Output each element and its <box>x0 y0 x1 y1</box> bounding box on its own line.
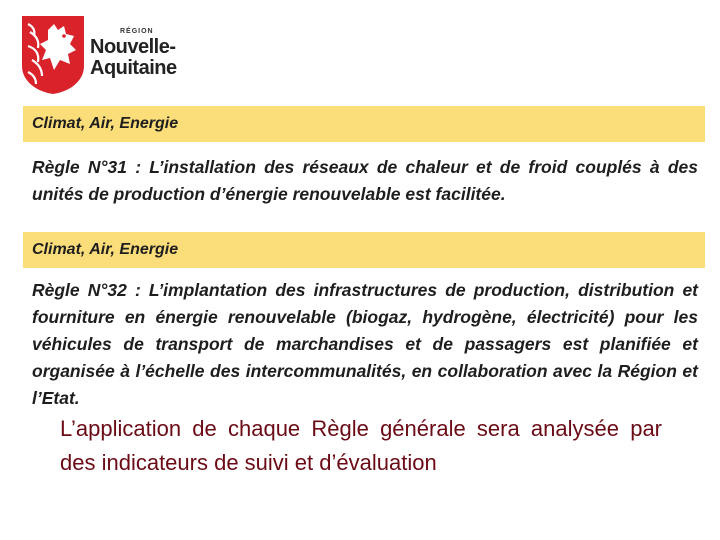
rule-31-text: Règle N°31 : L’installation des réseaux de chaleur et de froid couplés à des unités de production d’énergie renouvelable est facilitée. <box>32 157 698 204</box>
region-name <box>90 37 177 79</box>
category-band <box>23 106 705 142</box>
region-name-line1: Nouvelle- <box>90 36 176 58</box>
region-logo <box>18 8 190 100</box>
category-band <box>23 232 705 268</box>
region-name-line2: Aquitaine <box>90 57 177 79</box>
lion-shield-icon <box>18 12 88 96</box>
category-label: Climat, Air, Energie <box>32 241 179 258</box>
region-label: RÉGION <box>120 28 154 35</box>
rule-32-text: Règle N°32 : L’implantation des infrastructures de production, distribution et fourniture en énergie renouvelable (biogaz, hydrogène, électricité) pour les véhicules de transport de marchandises et de passagers est planifiée et organisée à l’échelle des intercommunalités, en collaboration avec la Région et l’Etat. <box>32 280 698 408</box>
footer-note: L’application de chaque Règle générale sera analysée par des indicateurs de suivi et d’évaluation <box>60 416 662 475</box>
category-label: Climat, Air, Energie <box>32 115 179 132</box>
